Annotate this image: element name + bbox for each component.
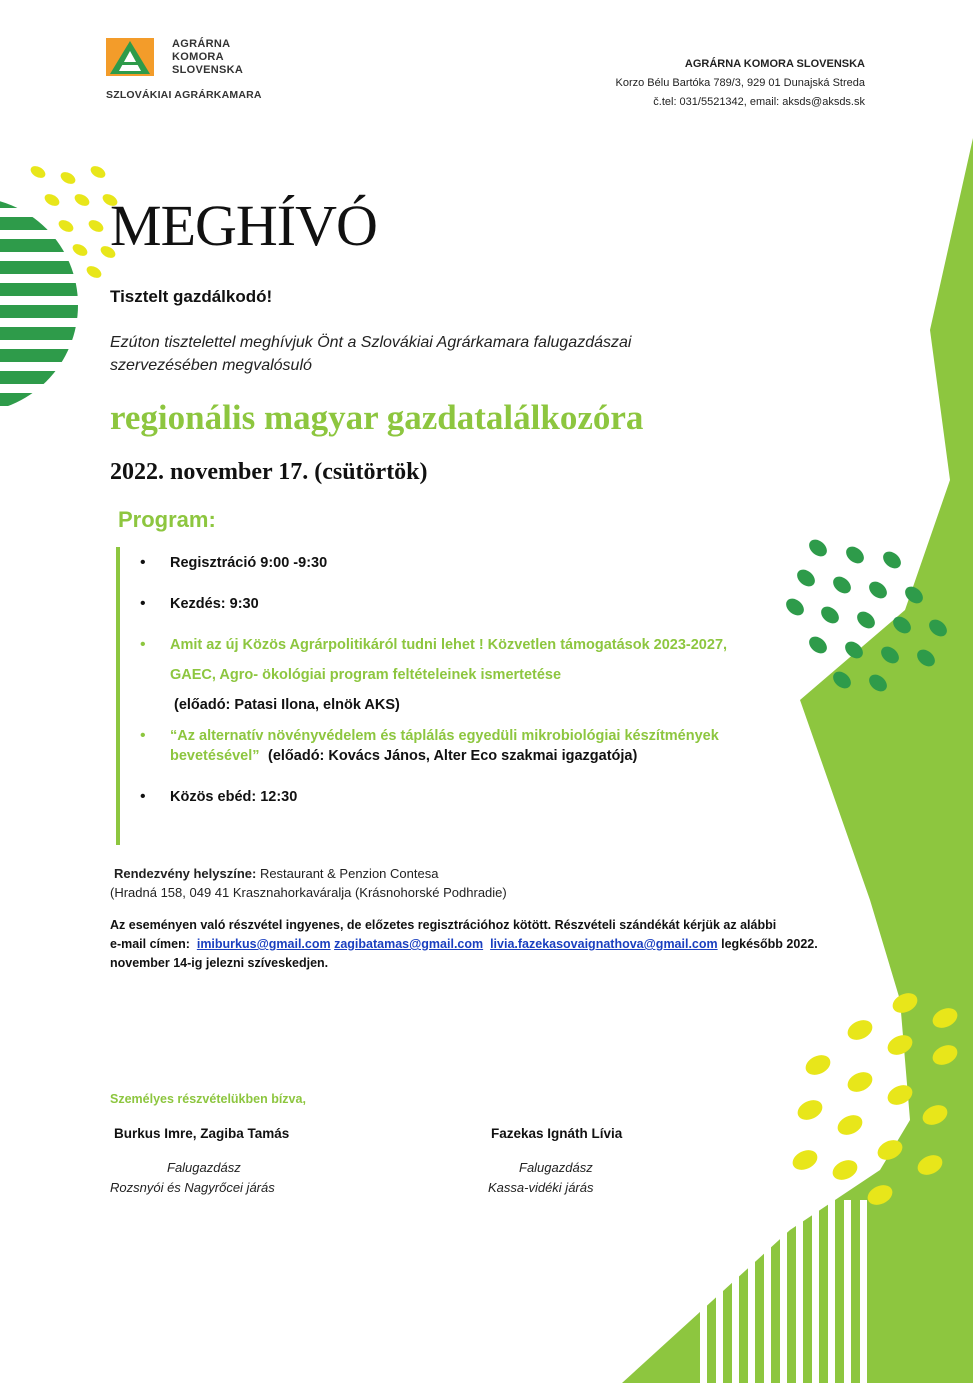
event-date: 2022. november 17. (csütörtök) xyxy=(110,459,428,485)
program-divider xyxy=(116,547,120,845)
header-org-name: AGRÁRNA KOMORA SLOVENSKA xyxy=(684,58,865,70)
logo-subtitle: SZLOVÁKIAI AGRÁRKAMARA xyxy=(106,89,262,101)
email-link-zagiba[interactable]: zagibatamas@gmail.com xyxy=(334,937,484,951)
program-item-bio-line-2: bevetésével” xyxy=(170,748,260,764)
intro-line-2: szervezésében megvalósuló xyxy=(110,357,312,374)
bullet-icon: • xyxy=(140,595,146,612)
program-item-cap-speaker: (előadó: Patasi Ilona, elnök AKS) xyxy=(174,697,400,713)
bullet-icon: • xyxy=(140,727,146,744)
email-link-fazekas[interactable]: livia.fazekasovaignathova@gmail.com xyxy=(490,937,718,951)
bullet-icon: • xyxy=(140,554,146,571)
signature-right-names: Fazekas Ignáth Lívia xyxy=(491,1126,623,1141)
registration-line-3: november 14-ig jelezni szíveskedjen. xyxy=(110,956,329,970)
logo-line-2: KOMORA xyxy=(172,51,224,63)
signature-left-names: Burkus Imre, Zagiba Tamás xyxy=(114,1126,290,1141)
logo-line-3: SLOVENSKA xyxy=(172,64,244,76)
venue-name: Restaurant & Penzion Contesa xyxy=(256,866,439,881)
bullet-icon: • xyxy=(140,788,146,805)
program-item-cap-line-2: GAEC, Agro- ökológiai program feltételeinek ismertetése xyxy=(170,667,562,683)
intro-text xyxy=(110,331,730,377)
email-link-burkus[interactable]: imiburkus@gmail.com xyxy=(196,937,331,951)
venue-info xyxy=(110,864,507,902)
registration-info xyxy=(110,916,870,973)
registration-email-label: e-mail címen: xyxy=(110,937,190,951)
header-contact: č.tel: 031/5521342, email: aksds@aksds.sk xyxy=(653,96,865,108)
page-title: MEGHÍVÓ xyxy=(110,193,377,258)
greeting: Tisztelt gazdálkodó! xyxy=(110,287,273,306)
logo-line-1: AGRÁRNA xyxy=(172,38,231,50)
logo-wordmark xyxy=(172,38,243,77)
event-name: regionális magyar gazdatalálkozóra xyxy=(110,398,644,437)
venue-label: Rendezvény helyszíne: xyxy=(114,866,257,881)
bullet-icon: • xyxy=(140,636,146,653)
program-item-cap-line-1: Amit az új Közös Agrárpolitikáról tudni lehet ! Közvetlen támogatások 2023-2027, xyxy=(170,637,728,653)
program-item-bio-line-1: “Az alternatív növényvédelem és táplálás egyedüli mikrobiológiai készítmények xyxy=(170,728,719,744)
program-item-start: Kezdés: 9:30 xyxy=(170,596,259,612)
program-item-lunch: Közös ebéd: 12:30 xyxy=(170,789,298,805)
registration-deadline: legkésőbb 2022. xyxy=(721,937,818,951)
green-band-shape xyxy=(622,138,973,1383)
venue-address: (Hradná 158, 049 41 Krasznahorkaváralja (Krásnohorské Podhradie) xyxy=(110,885,507,900)
registration-line-1: Az eseményen való részvétel ingyenes, de előzetes regisztrációhoz kötött. Részvételi szándékát kérjük az alábbi xyxy=(110,918,777,932)
triangle-logo-icon xyxy=(106,38,154,76)
signature-intro: Személyes részvételükben bízva, xyxy=(110,1092,306,1106)
intro-line-1: Ezúton tisztelettel meghívjuk Önt a Szlovákiai Agrárkamara falugazdászai xyxy=(110,334,632,351)
signature-left-role: Falugazdász xyxy=(167,1160,241,1175)
signature-right-area: Kassa-vidéki járás xyxy=(488,1180,594,1195)
program-item-bio-speaker: (előadó: Kovács János, Alter Eco szakmai igazgatója) xyxy=(268,748,638,764)
registration-line-2 xyxy=(110,935,870,954)
left-striped-circle xyxy=(0,195,90,406)
program-item-registration: Regisztráció 9:00 -9:30 xyxy=(170,555,328,571)
program-heading: Program: xyxy=(118,507,216,532)
header-address: Korzo Bélu Bartóka 789/3, 929 01 Dunajská Streda xyxy=(615,77,865,89)
signature-left-area: Rozsnyói és Nagyrőcei járás xyxy=(110,1180,275,1195)
signature-right-role: Falugazdász xyxy=(519,1160,593,1175)
